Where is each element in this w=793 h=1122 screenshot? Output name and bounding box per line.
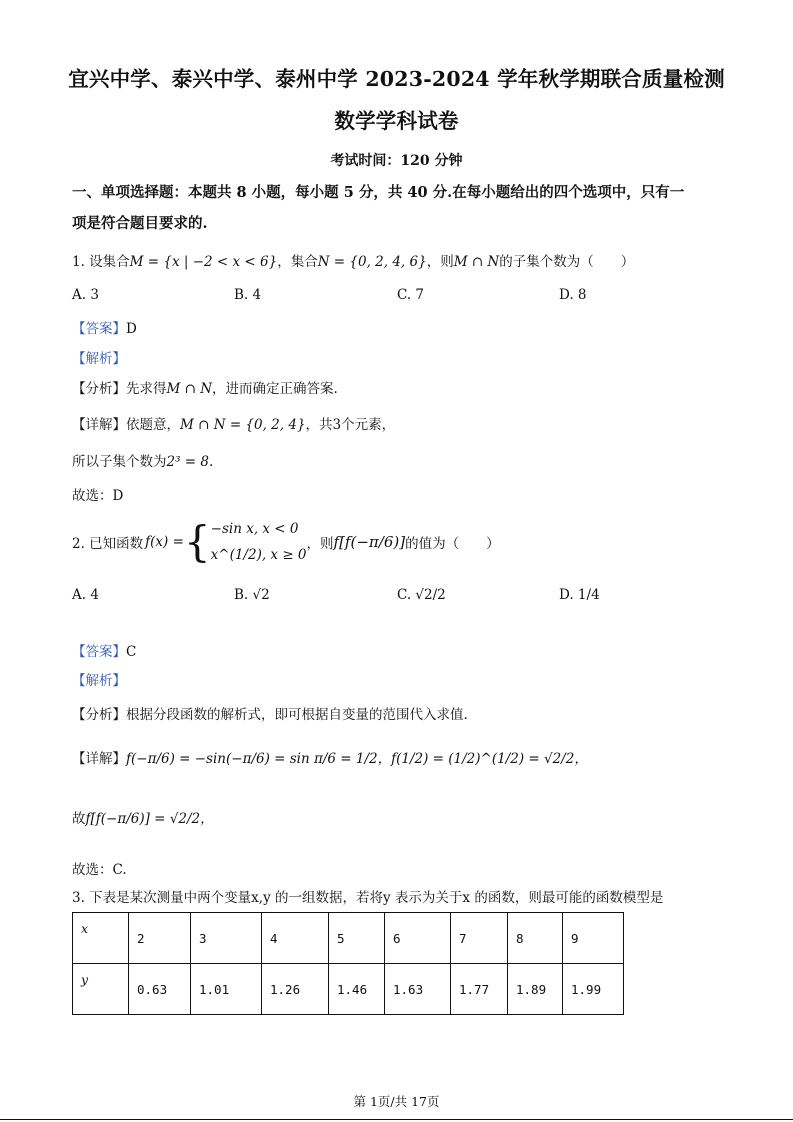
table-cell: 6 [385,913,451,964]
q1-stem-suffix: 的子集个数为（ ） [499,254,635,270]
table-cell: 5 [329,913,385,964]
q2-analysis-tag: 【解析】 [72,673,126,689]
table-cell: 1.46 [329,964,385,1015]
q1-subset-math: 2³ = 8 [166,454,209,470]
q2-option-a: A. 4 [72,587,99,603]
q1-option-d: D. 8 [559,287,587,303]
section-heading-line2: 项是符合题目要求的. [72,215,208,232]
q1-analysis-tag: 【解析】 [72,351,126,367]
q1-stem-prefix: 1. 设集合 [72,254,130,270]
q2-stem-mid: ，则 [306,536,334,552]
table-row [73,913,624,964]
q1-fenxi-math: M ∩ N [166,381,213,397]
q2-detail [72,747,588,767]
q2-conclusion [72,807,214,827]
q2-option-c: C. √2/2 [397,587,446,603]
q1-option-a: A. 3 [72,287,99,303]
table-cell: 2 [129,913,191,964]
q1-stem [72,250,634,270]
q2-pieces [211,516,307,568]
q1-answer [72,317,137,337]
q1-stem-mid: ，集合 [277,254,318,270]
q1-set-m: M = {x | −2 < x < 6} [129,254,278,270]
q2-fenxi-text: 根据分段函数的解析式，即可根据自变量的范围代入求值. [126,707,468,723]
q1-stem-mid2: ，则 [426,254,454,270]
q1-option-c: C. 7 [397,287,425,303]
q1-fenxi-suffix: ，进而确定正确答案. [212,381,338,397]
table-cell: 8 [508,913,563,964]
q1-detail-suffix: ，共3个元素， [305,417,396,433]
q2-conclusion-math: f[f(−π/6)] = √2/2， [85,811,214,827]
q1-answer-value: D [126,321,137,337]
q1-set-n: N = {0, 2, 4, 6} [317,254,427,270]
table-cell: 1.01 [191,964,262,1015]
q2-stem-suffix: 的值为（ ） [405,536,500,552]
table-cell: 1.99 [563,964,624,1015]
table-row [73,964,624,1015]
table-cell: 4 [262,913,329,964]
q2-answer [72,640,136,660]
q2-answer-value: C [126,644,137,660]
fenxi-tag: 【分析】 [72,381,126,397]
q1-choice: 故选：D [72,488,124,504]
q2-choice: 故选：C. [72,862,127,878]
q1-intersection: M ∩ N [453,254,500,270]
q1-option-b: B. 4 [234,287,262,303]
q2-option-d: D. 1/4 [559,587,600,603]
page-number: 第 1页/共 17页 [353,1094,440,1109]
q2-piece2: x^(1/2), x ≥ 0 [210,547,307,563]
answer-tag: 【答案】 [72,321,126,337]
detail-tag: 【详解】 [72,751,126,767]
q2-fenxi [72,703,468,723]
q2-detail-math: f(−π/6) = −sin(−π/6) = sin π/6 = 1/2，f(1/2) = (1/2)^(1/2) = √2/2， [126,751,588,767]
table-cell: 3 [191,913,262,964]
exam-time: 考试时间：120 分钟 [330,153,463,169]
fenxi-tag: 【分析】 [72,707,126,723]
table-cell: 1.89 [508,964,563,1015]
answer-tag: 【答案】 [72,644,126,660]
section-heading-line1: 一、单项选择题：本题共 8 小题，每小题 5 分，共 40 分.在每小题给出的四个选项中，只有一 [72,184,685,201]
exam-subtitle: 数学学科试卷 [334,109,459,133]
q2-stem-prefix: 2. 已知函数 [72,536,144,552]
q1-subset-line [72,450,213,470]
table-cell: 1.63 [385,964,451,1015]
q1-detail-prefix: 依题意， [126,417,180,433]
q2-brace: { [183,517,211,566]
q1-subset-suffix: . [208,454,214,470]
q1-detail-math: M ∩ N = {0, 2, 4} [180,417,306,433]
table-cell: 7 [451,913,508,964]
q2-func-name: f(x) = [145,534,184,550]
q1-fenxi-prefix: 先求得 [126,381,167,397]
q3-stem: 3. 下表是某次测量中两个变量x,y 的一组数据，若将y 表示为关于x 的函数，则最可能的函数模型是 [72,890,664,906]
detail-tag: 【详解】 [72,417,126,433]
q2-stem [72,512,500,572]
q2-conclusion-prefix: 故 [72,811,86,827]
q2-expr: f[f(−π/6)] [333,533,406,551]
exam-title: 宜兴中学、泰兴中学、泰州中学 2023-2024 学年秋学期联合质量检测 [68,67,725,91]
row-label-y: y [73,964,129,1015]
q2-piece1: −sin x, x < 0 [210,521,299,537]
q1-fenxi [72,377,338,397]
q3-data-table [72,912,624,1015]
row-label-x: x [73,913,129,964]
table-cell: 1.77 [451,964,508,1015]
q1-detail [72,413,395,433]
footer-divider [0,1119,793,1120]
table-cell: 0.63 [129,964,191,1015]
q1-subset-prefix: 所以子集个数为 [72,454,167,470]
q2-option-b: B. √2 [234,587,270,603]
table-cell: 1.26 [262,964,329,1015]
table-cell: 9 [563,913,624,964]
